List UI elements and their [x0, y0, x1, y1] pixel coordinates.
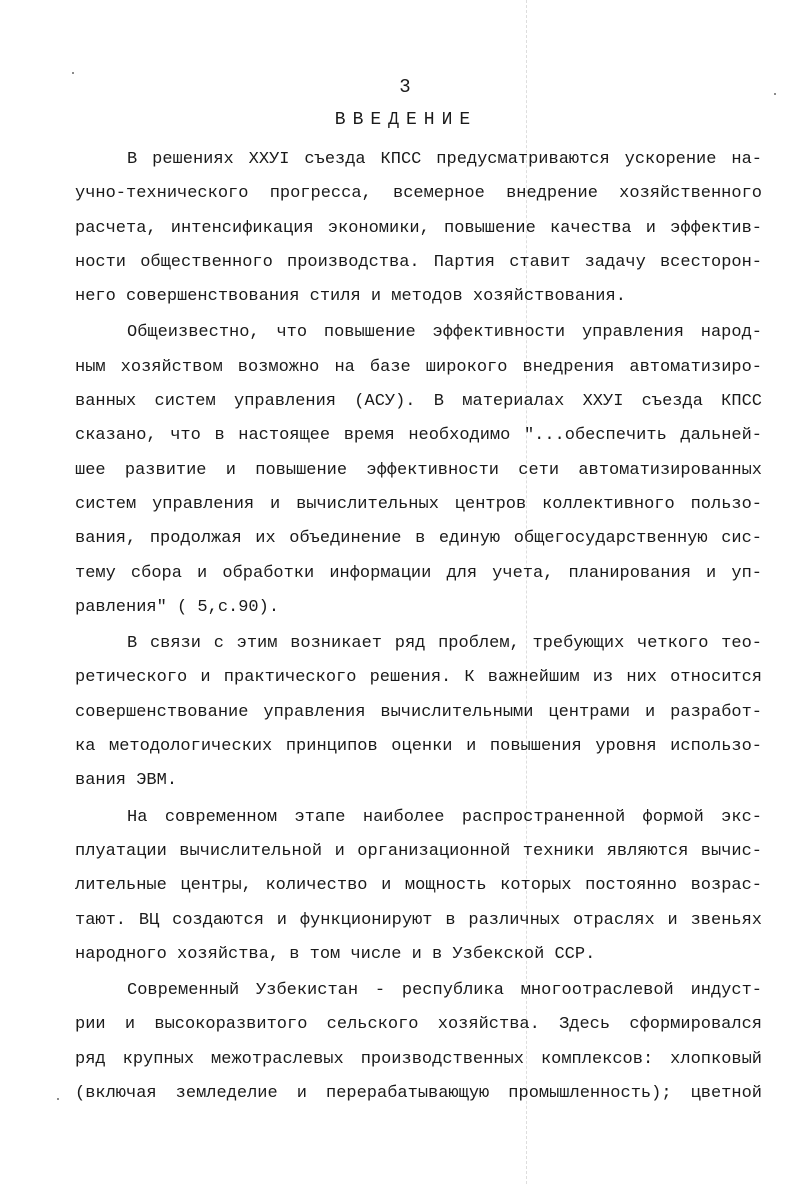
text-line: равления" ( 5,с.90). [75, 597, 280, 617]
text-line: рии и высокоразвитого сельского хозяйства. Здесь сформировался [75, 1015, 762, 1035]
scan-speck [72, 72, 74, 74]
paragraph [75, 143, 762, 314]
text-line: лительные центры, количество и мощность которых постоянно возрас- [75, 876, 762, 896]
scan-speck [57, 1098, 59, 1100]
document-body [75, 143, 762, 1113]
text-line: В решениях XXУI съезда КПСС предусматриваются ускорение на- [127, 150, 762, 169]
page-title: ВВЕДЕНИЕ [334, 110, 478, 130]
text-line: совершенствование управления вычислительными центрами и разработ- [75, 702, 762, 722]
text-line: вания ЭВМ. [75, 771, 178, 791]
text-line: ванных систем управления (АСУ). В материалах XXУI съезда КПСС [75, 392, 762, 412]
text-line: На современном этапе наиболее распространенной формой экс- [127, 807, 762, 827]
paragraph [75, 627, 762, 798]
page-number: 3 [399, 76, 411, 98]
text-line: В связи с этим возникает ряд проблем, требующих четкого тео- [127, 634, 762, 654]
text-line: Современный Узбекистан - республика многоотраслевой индуст- [127, 981, 762, 1001]
text-line: (включая земледелие и перерабатывающую промышленность); цветной [75, 1084, 762, 1104]
text-line: вания, продолжая их объединение в единую общегосударственную сис- [75, 529, 762, 549]
paragraph [75, 801, 762, 972]
text-line: народного хозяйства, в том числе и в Узбекской ССР. [75, 944, 596, 964]
text-line: тему сбора и обработки информации для учета, планирования и уп- [75, 563, 762, 583]
text-line: плуатации вычислительной и организационной техники являются вычис- [75, 841, 762, 861]
text-line: ности общественного производства. Партия ставит задачу всесторон- [75, 252, 762, 272]
text-line: расчета, интенсификация экономики, повышение качества и эффектив- [75, 218, 762, 238]
text-line: ка методологических принципов оценки и повышения уровня использо- [75, 737, 762, 757]
text-line: него совершенствования стиля и методов хозяйствования. [75, 287, 626, 307]
text-line: сказано, что в настоящее время необходимо "...обеспечить дальней- [75, 426, 762, 446]
paragraph [75, 316, 762, 625]
text-line: ретического и практического решения. К важнейшим из них относится [75, 668, 762, 688]
text-line: Общеизвестно, что повышение эффективности управления народ- [127, 323, 762, 343]
text-line: ряд крупных межотраслевых производственных комплексов: хлопковый [75, 1049, 762, 1069]
text-line: шее развитие и повышение эффективности сети автоматизированных [75, 460, 762, 480]
paragraph [75, 974, 762, 1111]
text-line: ным хозяйством возможно на базе широкого внедрения автоматизиро- [75, 357, 762, 377]
text-line: систем управления и вычислительных центров коллективного пользо- [75, 494, 762, 514]
text-line: учно-технического прогресса, всемерное внедрение хозяйственного [75, 184, 762, 204]
text-line: тают. ВЦ создаются и функционируют в различных отраслях и звеньях [75, 910, 762, 930]
